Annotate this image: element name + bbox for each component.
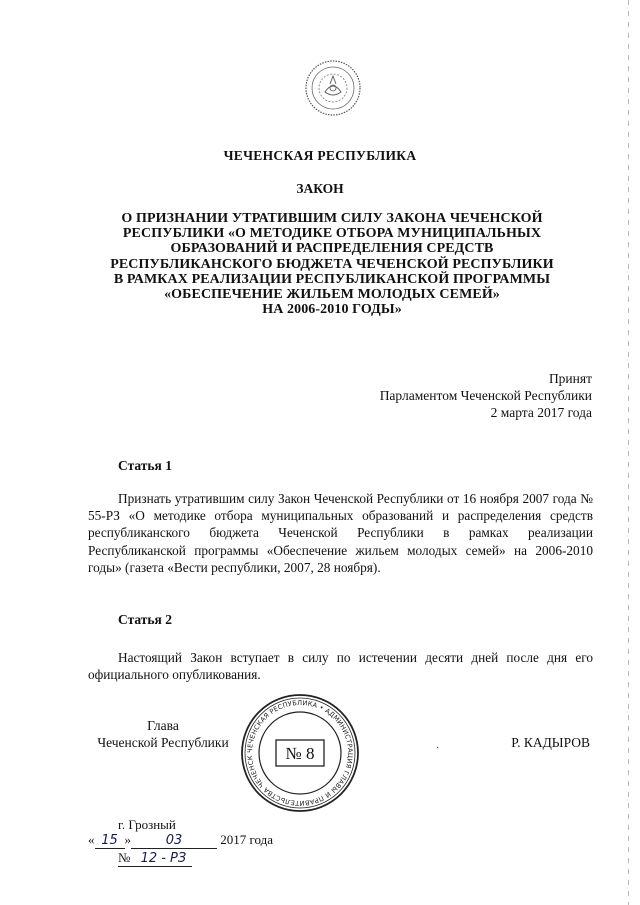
article-1-heading: Статья 1 <box>118 458 172 473</box>
signatory-title <box>88 717 238 751</box>
coat-of-arms-emblem <box>303 58 363 118</box>
number-prefix: № <box>118 850 134 867</box>
scan-edge-line <box>628 0 629 905</box>
title-line: В РАМКАХ РЕАЛИЗАЦИИ РЕСПУБЛИКАНСКОЙ ПРОГРАММЫ <box>113 271 551 287</box>
official-seal-stamp <box>239 692 361 814</box>
signatory-title-line: Глава <box>147 718 179 733</box>
law-number <box>118 850 192 867</box>
date-quote-close: » <box>124 832 131 847</box>
signatory-name: Р. КАДЫРОВ <box>511 735 590 750</box>
adoption-body: Парламентом Чеченской Республики <box>379 388 592 403</box>
law-title <box>82 211 582 317</box>
title-line: РЕСПУБЛИКИ «О МЕТОДИКЕ ОТБОРА МУНИЦИПАЛЬНЫХ <box>122 226 542 242</box>
date-month: 03 <box>131 833 217 849</box>
adoption-label: Принят <box>548 371 592 386</box>
document-type: ЗАКОН <box>296 181 344 196</box>
dot-mark: · <box>436 743 440 754</box>
signing-date <box>88 832 273 849</box>
article-2-text: Настоящий Закон вступает в силу по истечении десяти дней после дня его официального опубликования. <box>88 650 593 683</box>
adoption-block <box>332 370 592 421</box>
title-line: ОБРАЗОВАНИЙ И РАСПРЕДЕЛЕНИЯ СРЕДСТВ <box>170 241 494 257</box>
title-line: О ПРИЗНАНИИ УТРАТИВШИМ СИЛУ ЗАКОНА ЧЕЧЕНСКОЙ <box>121 211 543 226</box>
article-2-heading: Статья 2 <box>118 612 172 627</box>
date-quote-open: « <box>88 832 95 847</box>
republic-name: ЧЕЧЕНСКАЯ РЕСПУБЛИКА <box>223 148 417 163</box>
article-1-text: Признать утратившим силу Закон Чеченской Республики от 16 ноября 2007 года № 55-РЗ «О методике отбора муниципальных образований и распределения средств республиканского бюджета Чеченской Республики в рамках реализации Республиканской программы «Обеспечение жильем молодых семей» на 2006-2010 годы» (газета «Вести республики, 2007, 28 ноября). <box>88 491 593 575</box>
date-year: 2017 года <box>220 832 274 847</box>
date-day: 15 <box>95 833 125 849</box>
title-line: НА 2006-2010 ГОДЫ» <box>262 302 402 318</box>
adoption-date: 2 марта 2017 года <box>490 405 592 420</box>
stamp-number: № 8 <box>285 744 315 763</box>
number-value: 12 - РЗ <box>134 851 192 867</box>
signing-city: г. Грозный <box>118 817 176 832</box>
title-line: РЕСПУБЛИКАНСКОГО БЮДЖЕТА ЧЕЧЕНСКОЙ РЕСПУБЛИКИ <box>110 256 554 272</box>
stamp-ring-text: ЧЕЧЕНСКАЯ РЕСПУБЛИКА • АДМИНИСТРАЦИЯ ГЛАВЫ И ПРАВИТЕЛЬСТВА ЧЕЧЕНСК <box>245 698 355 808</box>
title-line: «ОБЕСПЕЧЕНИЕ ЖИЛЬЕМ МОЛОДЫХ СЕМЕЙ» <box>164 287 500 303</box>
signatory-title-line: Чеченской Республики <box>97 735 229 750</box>
